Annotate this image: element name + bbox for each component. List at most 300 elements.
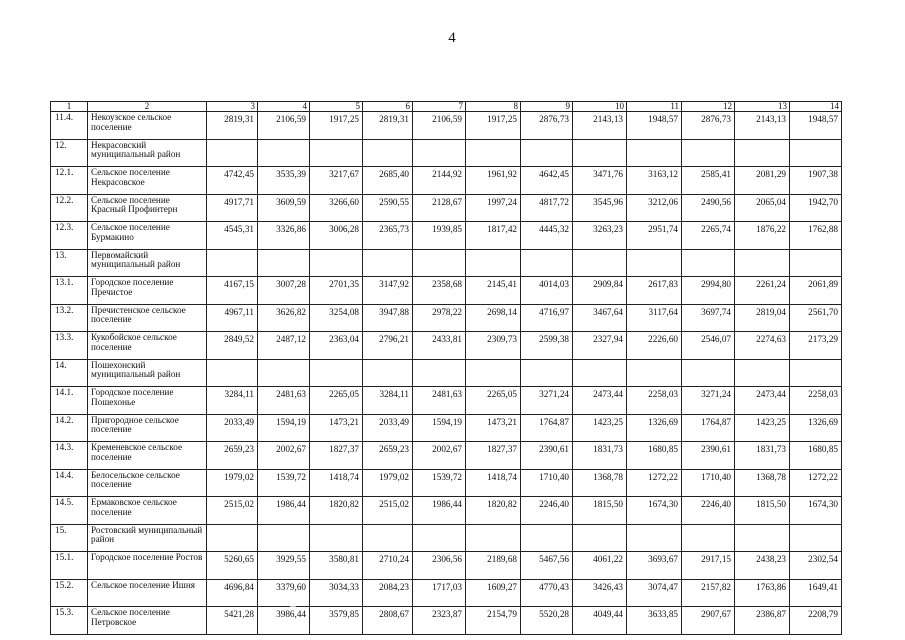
value-cell — [413, 249, 466, 277]
value-cell: 3947,88 — [363, 304, 413, 332]
value-cell: 2061,89 — [790, 277, 842, 305]
column-number-row — [51, 102, 842, 112]
table-row — [51, 359, 842, 387]
value-cell: 3535,39 — [258, 167, 310, 195]
value-cell: 2106,59 — [413, 112, 466, 140]
column-header: 13 — [735, 102, 790, 112]
value-cell: 3609,59 — [258, 194, 310, 222]
value-cell — [627, 249, 682, 277]
row-name: Сельское поселение Ишня — [88, 579, 207, 607]
value-cell: 1831,73 — [735, 442, 790, 470]
value-cell: 1986,44 — [413, 497, 466, 525]
value-cell — [363, 359, 413, 387]
value-cell: 2081,29 — [735, 167, 790, 195]
value-cell — [790, 359, 842, 387]
value-cell: 4049,44 — [573, 607, 627, 635]
column-header: 8 — [466, 102, 521, 112]
table-row — [51, 194, 842, 222]
value-cell — [363, 249, 413, 277]
value-cell: 2390,61 — [682, 442, 735, 470]
value-cell: 2590,55 — [363, 194, 413, 222]
value-cell — [573, 359, 627, 387]
row-name: Сельское поселение Красный Профинтерн — [88, 194, 207, 222]
row-name: Сельское поселение Бурмакино — [88, 222, 207, 250]
value-cell: 2084,23 — [363, 579, 413, 607]
row-name: Сельское поселение Некрасовское — [88, 167, 207, 195]
value-cell: 3266,60 — [310, 194, 363, 222]
value-cell — [466, 139, 521, 167]
value-cell: 1418,74 — [466, 469, 521, 497]
row-name: Пречистенское сельское поселение — [88, 304, 207, 332]
row-name: Городское поселение Ростов — [88, 552, 207, 580]
value-cell: 2106,59 — [258, 112, 310, 140]
value-cell: 2515,02 — [207, 497, 258, 525]
value-cell: 2144,92 — [413, 167, 466, 195]
row-name: Сельское поселение Петровское — [88, 607, 207, 635]
row-name: Пошехонский муниципальный район — [88, 359, 207, 387]
value-cell: 3006,28 — [310, 222, 363, 250]
value-cell: 3929,55 — [258, 552, 310, 580]
column-header: 7 — [413, 102, 466, 112]
value-cell: 2143,13 — [735, 112, 790, 140]
table-row — [51, 524, 842, 552]
value-cell: 2473,44 — [573, 387, 627, 415]
value-cell: 2306,56 — [413, 552, 466, 580]
value-cell — [735, 249, 790, 277]
value-cell: 2487,12 — [258, 332, 310, 360]
value-cell — [310, 249, 363, 277]
value-cell: 2246,40 — [521, 497, 573, 525]
row-index: 15. — [51, 524, 88, 552]
value-cell — [310, 524, 363, 552]
value-cell: 1272,22 — [790, 469, 842, 497]
value-cell: 5467,56 — [521, 552, 573, 580]
value-cell: 1762,88 — [790, 222, 842, 250]
value-cell: 3545,96 — [573, 194, 627, 222]
value-cell: 1594,19 — [258, 414, 310, 442]
value-cell: 2189,68 — [466, 552, 521, 580]
value-cell: 2327,94 — [573, 332, 627, 360]
row-index: 13.2. — [51, 304, 88, 332]
value-cell: 2323,87 — [413, 607, 466, 635]
value-cell: 3284,11 — [207, 387, 258, 415]
value-cell: 1763,86 — [735, 579, 790, 607]
value-cell: 3580,81 — [310, 552, 363, 580]
value-cell: 3426,43 — [573, 579, 627, 607]
value-cell: 2002,67 — [258, 442, 310, 470]
value-cell: 1986,44 — [258, 497, 310, 525]
table-row — [51, 249, 842, 277]
table-row — [51, 442, 842, 470]
value-cell — [627, 359, 682, 387]
value-cell — [207, 139, 258, 167]
value-cell — [790, 249, 842, 277]
value-cell — [413, 359, 466, 387]
row-index: 13. — [51, 249, 88, 277]
value-cell: 2265,05 — [466, 387, 521, 415]
value-cell: 2157,82 — [682, 579, 735, 607]
value-cell — [521, 139, 573, 167]
row-index: 14.2. — [51, 414, 88, 442]
value-cell: 1948,57 — [790, 112, 842, 140]
value-cell — [258, 249, 310, 277]
table-row — [51, 607, 842, 635]
value-cell — [682, 139, 735, 167]
value-cell: 1917,25 — [466, 112, 521, 140]
value-cell: 2710,24 — [363, 552, 413, 580]
row-index: 12.3. — [51, 222, 88, 250]
value-cell — [413, 524, 466, 552]
value-cell: 2994,80 — [682, 277, 735, 305]
value-cell — [627, 139, 682, 167]
row-index: 14. — [51, 359, 88, 387]
value-cell: 1827,37 — [466, 442, 521, 470]
value-cell: 1272,22 — [627, 469, 682, 497]
value-cell — [363, 139, 413, 167]
column-header: 10 — [573, 102, 627, 112]
value-cell — [466, 524, 521, 552]
value-cell: 5421,28 — [207, 607, 258, 635]
value-cell — [521, 249, 573, 277]
value-cell: 2002,67 — [413, 442, 466, 470]
value-cell: 2302,54 — [790, 552, 842, 580]
value-cell — [573, 524, 627, 552]
value-cell: 1764,87 — [521, 414, 573, 442]
table-row — [51, 469, 842, 497]
value-cell: 2659,23 — [207, 442, 258, 470]
value-cell: 3007,28 — [258, 277, 310, 305]
value-cell: 2481,63 — [258, 387, 310, 415]
value-cell: 2907,67 — [682, 607, 735, 635]
value-cell: 3163,12 — [627, 167, 682, 195]
value-cell: 2819,04 — [735, 304, 790, 332]
tariff-table — [50, 101, 842, 635]
value-cell: 4817,72 — [521, 194, 573, 222]
value-cell — [573, 139, 627, 167]
value-cell: 2208,79 — [790, 607, 842, 635]
value-cell: 1710,40 — [682, 469, 735, 497]
value-cell — [258, 524, 310, 552]
table-row — [51, 579, 842, 607]
column-header: 5 — [310, 102, 363, 112]
value-cell: 2819,31 — [363, 112, 413, 140]
value-cell: 5260,65 — [207, 552, 258, 580]
value-cell: 2978,22 — [413, 304, 466, 332]
value-cell: 2659,23 — [363, 442, 413, 470]
table-row — [51, 332, 842, 360]
value-cell — [735, 524, 790, 552]
row-name: Некоузское сельское поселение — [88, 112, 207, 140]
value-cell: 4967,11 — [207, 304, 258, 332]
value-cell: 2358,68 — [413, 277, 466, 305]
value-cell: 2917,15 — [682, 552, 735, 580]
value-cell: 4642,45 — [521, 167, 573, 195]
row-index: 14.4. — [51, 469, 88, 497]
value-cell: 3579,85 — [310, 607, 363, 635]
row-index: 13.3. — [51, 332, 88, 360]
value-cell — [521, 524, 573, 552]
value-cell: 2599,38 — [521, 332, 573, 360]
row-index: 14.3. — [51, 442, 88, 470]
column-header: 1 — [51, 102, 88, 112]
value-cell: 1942,70 — [790, 194, 842, 222]
value-cell: 1979,02 — [363, 469, 413, 497]
value-cell: 2951,74 — [627, 222, 682, 250]
value-cell: 3147,92 — [363, 277, 413, 305]
row-name: Городское поселение Пошехонье — [88, 387, 207, 415]
value-cell: 1368,78 — [735, 469, 790, 497]
value-cell: 2265,05 — [310, 387, 363, 415]
row-index: 12. — [51, 139, 88, 167]
value-cell: 2698,14 — [466, 304, 521, 332]
value-cell: 3217,67 — [310, 167, 363, 195]
value-cell: 2849,52 — [207, 332, 258, 360]
value-cell: 3034,33 — [310, 579, 363, 607]
value-cell: 2143,13 — [573, 112, 627, 140]
value-cell: 1815,50 — [735, 497, 790, 525]
value-cell: 4445,32 — [521, 222, 573, 250]
value-cell — [790, 524, 842, 552]
table-row — [51, 387, 842, 415]
value-cell: 1674,30 — [790, 497, 842, 525]
value-cell: 2033,49 — [363, 414, 413, 442]
value-cell: 3271,24 — [682, 387, 735, 415]
value-cell: 1917,25 — [310, 112, 363, 140]
value-cell — [207, 359, 258, 387]
value-cell: 4545,31 — [207, 222, 258, 250]
value-cell: 1979,02 — [207, 469, 258, 497]
value-cell: 2561,70 — [790, 304, 842, 332]
value-cell: 2274,63 — [735, 332, 790, 360]
value-cell: 3254,08 — [310, 304, 363, 332]
value-cell: 3467,64 — [573, 304, 627, 332]
value-cell: 2145,41 — [466, 277, 521, 305]
value-cell: 1680,85 — [790, 442, 842, 470]
value-cell: 1710,40 — [521, 469, 573, 497]
value-cell: 2473,44 — [735, 387, 790, 415]
value-cell: 4014,03 — [521, 277, 573, 305]
value-cell: 2796,21 — [363, 332, 413, 360]
row-index: 15.1. — [51, 552, 88, 580]
row-name: Некрасовский муниципальный район — [88, 139, 207, 167]
value-cell: 1717,03 — [413, 579, 466, 607]
value-cell: 2309,73 — [466, 332, 521, 360]
value-cell — [207, 524, 258, 552]
row-name: Первомайский муниципальный район — [88, 249, 207, 277]
value-cell: 2701,35 — [310, 277, 363, 305]
value-cell: 2265,74 — [682, 222, 735, 250]
value-cell: 2154,79 — [466, 607, 521, 635]
value-cell: 2490,56 — [682, 194, 735, 222]
column-header: 2 — [88, 102, 207, 112]
column-header: 4 — [258, 102, 310, 112]
value-cell: 4061,22 — [573, 552, 627, 580]
row-name: Белосельское сельское поселение — [88, 469, 207, 497]
value-cell: 2515,02 — [363, 497, 413, 525]
value-cell — [258, 359, 310, 387]
row-name: Кукобойское сельское поселение — [88, 332, 207, 360]
value-cell: 1539,72 — [413, 469, 466, 497]
table-row — [51, 414, 842, 442]
value-cell: 1423,25 — [573, 414, 627, 442]
value-cell: 1815,50 — [573, 497, 627, 525]
value-cell: 1827,37 — [310, 442, 363, 470]
value-cell: 2876,73 — [521, 112, 573, 140]
value-cell: 3633,85 — [627, 607, 682, 635]
table-row — [51, 552, 842, 580]
value-cell: 2226,60 — [627, 332, 682, 360]
value-cell: 4742,45 — [207, 167, 258, 195]
table-row — [51, 277, 842, 305]
value-cell: 2909,84 — [573, 277, 627, 305]
value-cell: 2438,23 — [735, 552, 790, 580]
value-cell: 1876,22 — [735, 222, 790, 250]
row-index: 15.2. — [51, 579, 88, 607]
row-name: Городское поселение Пречистое — [88, 277, 207, 305]
value-cell: 2390,61 — [521, 442, 573, 470]
value-cell: 2258,03 — [790, 387, 842, 415]
value-cell: 1594,19 — [413, 414, 466, 442]
value-cell: 3212,06 — [627, 194, 682, 222]
value-cell — [627, 524, 682, 552]
value-cell: 1473,21 — [310, 414, 363, 442]
value-cell: 2433,81 — [413, 332, 466, 360]
value-cell: 1948,57 — [627, 112, 682, 140]
value-cell: 1939,85 — [413, 222, 466, 250]
value-cell — [735, 139, 790, 167]
value-cell: 1961,92 — [466, 167, 521, 195]
value-cell: 1473,21 — [466, 414, 521, 442]
value-cell: 1326,69 — [790, 414, 842, 442]
row-index: 15.3. — [51, 607, 88, 635]
value-cell: 1907,38 — [790, 167, 842, 195]
value-cell: 3986,44 — [258, 607, 310, 635]
row-index: 12.1. — [51, 167, 88, 195]
table-row — [51, 497, 842, 525]
value-cell — [258, 139, 310, 167]
value-cell: 2246,40 — [682, 497, 735, 525]
value-cell — [682, 249, 735, 277]
table-row — [51, 222, 842, 250]
value-cell: 1649,41 — [790, 579, 842, 607]
value-cell: 3697,74 — [682, 304, 735, 332]
value-cell: 3263,23 — [573, 222, 627, 250]
value-cell: 1423,25 — [735, 414, 790, 442]
value-cell: 3284,11 — [363, 387, 413, 415]
value-cell: 3471,76 — [573, 167, 627, 195]
value-cell: 2363,04 — [310, 332, 363, 360]
value-cell: 2481,63 — [413, 387, 466, 415]
value-cell: 2258,03 — [627, 387, 682, 415]
value-cell: 3379,60 — [258, 579, 310, 607]
value-cell — [310, 139, 363, 167]
value-cell: 1820,82 — [310, 497, 363, 525]
value-cell — [466, 359, 521, 387]
value-cell: 2173,29 — [790, 332, 842, 360]
value-cell — [363, 524, 413, 552]
row-name: Ростовский муниципальный район — [88, 524, 207, 552]
row-name: Пригородное сельское поселение — [88, 414, 207, 442]
table-row — [51, 304, 842, 332]
value-cell: 1674,30 — [627, 497, 682, 525]
table-row — [51, 112, 842, 140]
value-cell — [790, 139, 842, 167]
value-cell: 2585,41 — [682, 167, 735, 195]
row-name: Ермаковское сельское поселение — [88, 497, 207, 525]
value-cell: 4696,84 — [207, 579, 258, 607]
value-cell: 2685,40 — [363, 167, 413, 195]
value-cell — [521, 359, 573, 387]
value-cell: 2617,83 — [627, 277, 682, 305]
value-cell: 3626,82 — [258, 304, 310, 332]
table-row — [51, 167, 842, 195]
column-header: 9 — [521, 102, 573, 112]
value-cell: 2808,67 — [363, 607, 413, 635]
value-cell: 1368,78 — [573, 469, 627, 497]
row-name: Кременевское сельское поселение — [88, 442, 207, 470]
value-cell: 2819,31 — [207, 112, 258, 140]
column-header: 14 — [790, 102, 842, 112]
value-cell: 3693,67 — [627, 552, 682, 580]
value-cell: 2386,87 — [735, 607, 790, 635]
value-cell: 1539,72 — [258, 469, 310, 497]
column-header: 12 — [682, 102, 735, 112]
column-header: 6 — [363, 102, 413, 112]
value-cell: 3074,47 — [627, 579, 682, 607]
value-cell — [310, 359, 363, 387]
value-cell — [682, 524, 735, 552]
value-cell — [573, 249, 627, 277]
value-cell: 2365,73 — [363, 222, 413, 250]
value-cell: 2261,24 — [735, 277, 790, 305]
value-cell: 3117,64 — [627, 304, 682, 332]
value-cell: 4167,15 — [207, 277, 258, 305]
value-cell: 1820,82 — [466, 497, 521, 525]
value-cell: 1326,69 — [627, 414, 682, 442]
value-cell: 2065,04 — [735, 194, 790, 222]
row-index: 12.2. — [51, 194, 88, 222]
value-cell — [735, 359, 790, 387]
column-header: 3 — [207, 102, 258, 112]
value-cell: 3326,86 — [258, 222, 310, 250]
value-cell: 1418,74 — [310, 469, 363, 497]
value-cell: 3271,24 — [521, 387, 573, 415]
value-cell: 2033,49 — [207, 414, 258, 442]
page-number: 4 — [448, 30, 457, 46]
row-index: 13.1. — [51, 277, 88, 305]
value-cell — [682, 359, 735, 387]
value-cell: 1997,24 — [466, 194, 521, 222]
value-cell — [207, 249, 258, 277]
table-row — [51, 139, 842, 167]
value-cell — [466, 249, 521, 277]
row-index: 14.1. — [51, 387, 88, 415]
value-cell: 2876,73 — [682, 112, 735, 140]
value-cell: 4770,43 — [521, 579, 573, 607]
column-header: 11 — [627, 102, 682, 112]
value-cell: 1831,73 — [573, 442, 627, 470]
value-cell: 1609,27 — [466, 579, 521, 607]
value-cell: 1817,42 — [466, 222, 521, 250]
row-index: 14.5. — [51, 497, 88, 525]
value-cell: 2546,07 — [682, 332, 735, 360]
value-cell: 4917,71 — [207, 194, 258, 222]
value-cell: 2128,67 — [413, 194, 466, 222]
value-cell — [413, 139, 466, 167]
value-cell: 1764,87 — [682, 414, 735, 442]
scan-mark — [290, 606, 296, 607]
value-cell: 5520,28 — [521, 607, 573, 635]
